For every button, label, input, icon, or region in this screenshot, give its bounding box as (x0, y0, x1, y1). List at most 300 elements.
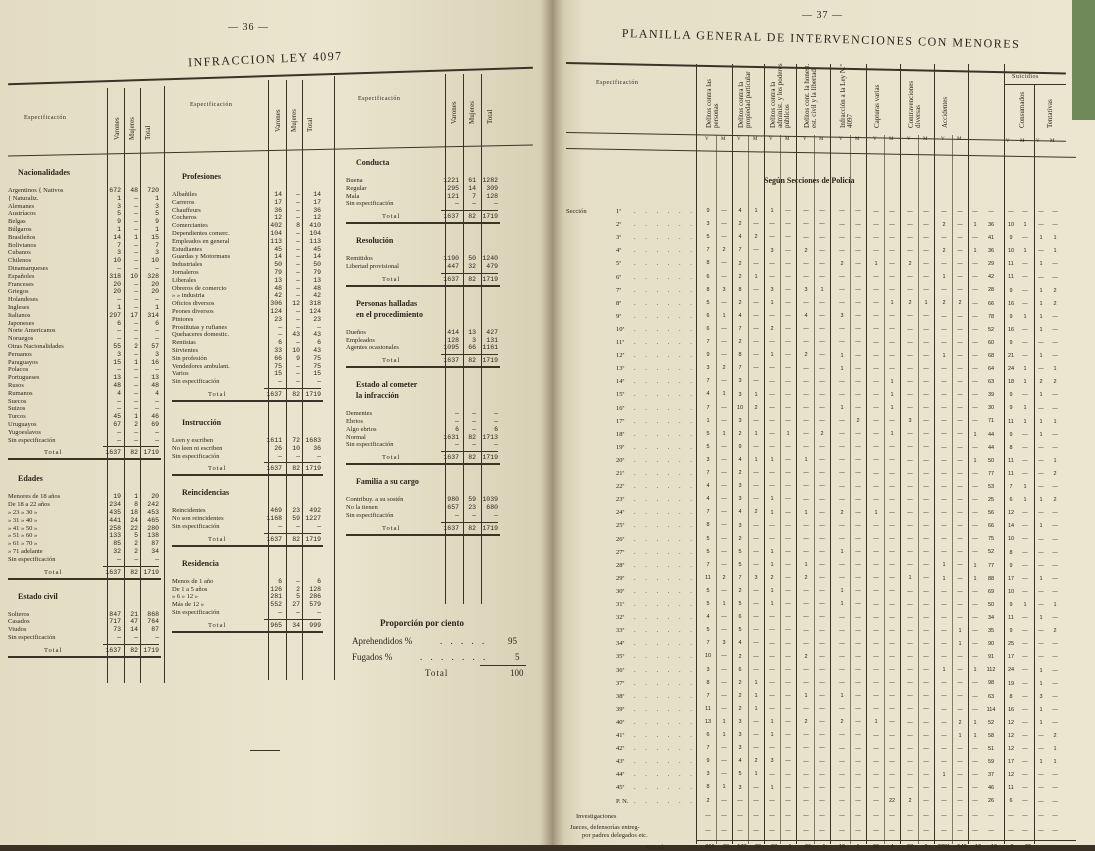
table-cell: — (769, 430, 775, 437)
table-cell: — (972, 812, 978, 819)
table-cell: — (1052, 588, 1058, 595)
table-cell: — (889, 339, 895, 346)
edades-varones: 85 (113, 540, 121, 548)
table-cell: — (753, 378, 759, 385)
table-cell: 21 (1007, 353, 1015, 359)
table-cell: — (957, 798, 963, 805)
table-cell: — (785, 812, 791, 819)
table-cell: — (889, 827, 895, 834)
table-cell: 68 (987, 352, 995, 359)
table-cell: — (819, 404, 825, 411)
table-cell: — (907, 812, 913, 819)
dot-leader: . . . . . . (634, 299, 696, 307)
nacionalidades-row-label: Italianos (8, 311, 31, 319)
table-cell: — (1052, 523, 1058, 530)
table-cell: — (855, 431, 861, 438)
table-cell: — (923, 378, 929, 385)
table-cell: — (889, 812, 895, 819)
table-cell: 2 (722, 365, 726, 372)
mujeres-subheader: M (1020, 139, 1025, 144)
profesiones-row-label: Comerciantes (172, 222, 208, 230)
page-title: PLANILLA GENERAL DE INTERVENCIONES CON MENORES (621, 26, 1021, 52)
instruccion-row-label: No leen ni escriben (172, 444, 223, 452)
residencia-total: 6 (317, 577, 321, 585)
nacionalidades-total: 5 (155, 210, 159, 218)
table-cell: 9 (1009, 339, 1013, 346)
table-cell: — (753, 417, 759, 424)
table-cell: 1 (840, 588, 844, 595)
table-cell: 3 (706, 365, 710, 372)
table-cell: — (972, 641, 978, 648)
estado-varones: 1631 (443, 433, 459, 441)
table-cell: — (753, 496, 759, 503)
section-row-label: 32ª (616, 614, 625, 622)
table-cell: 1 (1039, 392, 1043, 399)
mujeres-subheader: M (819, 137, 824, 142)
estado-total: — (494, 441, 498, 449)
table-cell: — (957, 274, 963, 281)
section-row-label: 27ª (616, 548, 625, 556)
table-cell: — (769, 378, 775, 385)
table-cell: — (972, 313, 978, 320)
table-cell: — (855, 365, 861, 372)
table-cell: — (907, 614, 913, 621)
table-cell: — (907, 693, 913, 700)
table-cell: — (1022, 208, 1028, 215)
profesiones-mujeres: — (296, 214, 300, 222)
table-cell: — (769, 827, 775, 834)
table-cell: — (819, 483, 825, 490)
table-cell: — (785, 797, 791, 804)
estado-total-mujeres: 82 (468, 454, 476, 462)
edades-row-label: » 61 » 70 » (8, 540, 38, 548)
profesiones-total: 410 (309, 222, 321, 230)
table-cell: — (855, 234, 861, 241)
table-cell: — (957, 470, 963, 477)
residencia-varones: 126 (270, 585, 282, 593)
aprehendidos-label: Aprehendidos % (352, 636, 413, 646)
sum-rule (264, 619, 321, 620)
table-cell: — (819, 313, 825, 320)
profesiones-mujeres: — (296, 378, 300, 386)
table-cell: — (855, 601, 861, 608)
table-cell: — (785, 653, 791, 660)
table-cell: 1 (1023, 601, 1027, 608)
dot-leader: . . . . . . (634, 273, 696, 281)
table-cell: — (873, 798, 879, 804)
table-cell: 28 (987, 287, 995, 294)
profesiones-varones: 14 (274, 253, 282, 261)
estado-total: — (494, 410, 498, 418)
table-cell: 1 (1039, 431, 1043, 438)
table-cell: — (785, 496, 791, 503)
dot-leader: . . . . . . (634, 234, 696, 242)
column-group-header: Accidentes (941, 96, 949, 128)
resolucion-total-total: 1719 (482, 275, 498, 283)
table-cell: — (803, 745, 809, 752)
table-cell: 1 (1023, 366, 1027, 373)
table-cell: 1 (754, 679, 758, 686)
table-cell: — (957, 575, 963, 582)
table-cell: — (839, 378, 845, 385)
table-cell: — (769, 234, 775, 241)
total-cell: 2701 (937, 843, 951, 850)
section-row-label: 2ª (616, 221, 622, 229)
table-cell: 77 (987, 470, 995, 477)
table-cell: — (819, 666, 825, 673)
table-cell: — (889, 719, 895, 726)
table-cell: 1 (973, 667, 977, 674)
profesiones-row-label: Quehaceres domestic. (172, 331, 230, 339)
section-row-label: P. N. (616, 797, 629, 805)
table-cell: 9 (706, 352, 710, 359)
header-rule-bottom (8, 145, 533, 157)
table-cell: 1 (770, 299, 774, 306)
estado_civil-total: 868 (147, 610, 159, 618)
table-cell: — (803, 260, 809, 267)
table-cell: — (769, 470, 775, 477)
table-cell: — (803, 444, 809, 451)
table-cell: — (873, 313, 879, 320)
conducta-total-total: 1719 (482, 213, 498, 221)
table-cell: — (1022, 562, 1028, 569)
table-cell: — (803, 431, 809, 437)
table-cell: 9 (1009, 628, 1013, 635)
fugados-value: 5 (515, 652, 520, 662)
conducta-total: 128 (486, 192, 498, 200)
table-cell: 1 (1023, 248, 1027, 255)
table-cell: — (941, 287, 947, 294)
table-cell: — (873, 812, 879, 819)
personas-mujeres: 13 (468, 328, 476, 336)
profesiones-total-total: 1719 (305, 391, 321, 398)
table-cell: — (721, 758, 727, 765)
estado_civil-row-label: Sin especificación (8, 634, 56, 641)
section-row-label: 28ª (616, 561, 625, 569)
nacionalidades-varones: — (117, 265, 121, 272)
table-cell: — (839, 444, 845, 451)
table-cell: 1 (1039, 313, 1043, 320)
nacionalidades-total: — (155, 265, 159, 272)
table-cell: — (957, 812, 963, 819)
nacionalidades-title: Nacionalidades (18, 168, 71, 177)
residencia-row-label: Más de 12 » (172, 601, 204, 609)
profesiones-mujeres: — (296, 269, 300, 276)
nacionalidades-row-label: Búlgaros (8, 226, 32, 233)
table-cell: — (839, 666, 845, 673)
table-cell: 9 (1009, 405, 1013, 412)
table-cell: — (803, 483, 809, 490)
table-cell: — (957, 758, 963, 765)
nacionalidades-varones: — (117, 366, 121, 374)
estado-mujeres: 82 (468, 433, 476, 441)
table-cell: — (1052, 641, 1058, 648)
table-cell: — (721, 260, 727, 267)
section-row-label: 40ª (616, 718, 625, 726)
nacionalidades-varones: — (117, 428, 121, 436)
section-row-label: 43ª (616, 758, 625, 766)
table-cell: — (941, 745, 947, 752)
table-cell: — (873, 365, 879, 372)
estado-varones: 6 (455, 425, 459, 433)
table-cell: — (923, 523, 929, 530)
table-cell: — (1022, 798, 1028, 805)
table-cell: — (873, 418, 879, 425)
personas-total-mujeres: 82 (468, 357, 476, 365)
estado-varones: — (455, 441, 459, 449)
table-cell: 1 (942, 667, 946, 674)
table-cell: — (923, 812, 929, 819)
table-cell: — (873, 758, 879, 765)
table-cell: — (1038, 549, 1044, 556)
table-cell: — (819, 326, 825, 333)
table-cell: — (1038, 827, 1044, 834)
table-cell: 2 (738, 588, 742, 594)
nacionalidades-varones: 10 (113, 257, 121, 265)
table-cell: 1 (874, 719, 878, 726)
table-cell: — (819, 706, 825, 713)
table-cell: 9 (706, 758, 710, 765)
nacionalidades-row-label: Paraguayos (8, 358, 38, 366)
table-cell: — (855, 313, 861, 320)
conducta-mujeres: — (472, 200, 476, 208)
table-cell: 2 (908, 300, 912, 307)
table-cell: — (855, 273, 861, 280)
nacionalidades-total: 15 (151, 233, 159, 241)
dot-leader: . . . . . . (634, 548, 696, 556)
table-cell: — (769, 679, 775, 686)
section-rule (346, 366, 500, 368)
table-cell: — (803, 417, 809, 424)
table-cell: — (907, 732, 913, 739)
table-cell: 8 (706, 260, 710, 267)
nacionalidades-row-label: Otras Nacionalidades (8, 343, 64, 350)
edades-row-label: » 71 adelante (8, 548, 43, 555)
conducta-total-label: Total (382, 213, 401, 221)
estado-varones: — (455, 418, 459, 425)
nacionalidades-total: 720 (147, 187, 159, 194)
residencia-mujeres: 2 (296, 585, 300, 593)
table-cell: 25 (987, 497, 995, 504)
estado_civil-mujeres: 47 (130, 618, 138, 626)
table-cell: — (769, 692, 775, 699)
profesiones-mujeres: — (296, 370, 300, 378)
proporcion-title: Proporción por ciento (380, 618, 464, 628)
table-cell: — (785, 561, 791, 568)
table-cell: 1 (973, 732, 977, 739)
nacionalidades-total-label: Total (44, 449, 63, 457)
table-cell: 39 (987, 392, 995, 399)
personas-total: 131 (486, 336, 498, 344)
table-cell: — (819, 693, 825, 700)
profesiones-row-label: Liberales (172, 276, 197, 284)
table-cell: — (721, 827, 727, 834)
table-cell: 12 (1007, 772, 1015, 779)
table-cell: 8 (1009, 549, 1013, 556)
table-cell: — (855, 784, 861, 791)
table-cell: 1 (754, 273, 758, 280)
nacionalidades-row-label: Sin especificación (8, 436, 56, 444)
table-cell: — (1052, 261, 1058, 268)
table-cell: 1 (754, 457, 758, 464)
profesiones-row-label: Vendedores ambulant. (172, 362, 230, 370)
table-cell: — (889, 627, 895, 634)
estado-mujeres: — (472, 410, 476, 418)
personas-total: 1161 (482, 344, 498, 352)
nacionalidades-varones: — (117, 327, 121, 335)
table-cell: — (769, 640, 775, 647)
table-cell: 5 (738, 771, 742, 778)
total-rule (696, 840, 1076, 841)
table-cell: 1 (840, 693, 844, 700)
table-cell: — (753, 640, 759, 647)
table-cell: — (819, 562, 825, 569)
table-cell: — (1022, 457, 1028, 464)
table-cell: 1 (1053, 418, 1057, 425)
table-cell: — (873, 562, 879, 569)
table-cell: — (785, 758, 791, 765)
table-cell: 1 (770, 732, 774, 739)
table-cell: — (753, 247, 759, 254)
table-cell: — (988, 827, 994, 834)
nacionalidades-total: 314 (147, 311, 159, 319)
nacionalidades-total-varones: 1637 (105, 449, 121, 457)
table-cell: — (957, 536, 963, 543)
nacionalidades-row-label: Ingleses (8, 304, 30, 311)
reincidencias-total-total: 1719 (305, 535, 321, 543)
edades-total: 87 (151, 540, 159, 548)
table-cell: 112 (986, 667, 996, 674)
table-cell: 2 (770, 326, 774, 333)
column-rule (164, 86, 165, 683)
column-group-header: Delitos contra las personas (705, 79, 720, 128)
table-cell: 6 (1009, 497, 1013, 504)
table-cell: 17 (1007, 759, 1015, 766)
table-cell: 2 (804, 352, 808, 359)
table-cell: — (753, 221, 759, 228)
table-cell: 2 (820, 431, 824, 438)
table-cell: — (1022, 523, 1028, 530)
nacionalidades-varones: 1 (117, 226, 121, 233)
table-cell: 56 (987, 510, 995, 517)
table-cell: 1 (890, 378, 894, 385)
table-cell: — (753, 299, 759, 306)
table-cell: — (721, 692, 727, 699)
table-cell: — (785, 535, 791, 542)
total-cell: 177 (737, 843, 747, 850)
table-cell: 2 (908, 798, 912, 805)
table-cell: — (1038, 588, 1044, 595)
table-cell: 90 (987, 641, 995, 648)
table-cell: — (907, 444, 913, 451)
table-cell: 4 (706, 496, 710, 503)
table-cell: — (972, 418, 978, 425)
table-cell: — (855, 614, 861, 621)
table-cell: — (957, 365, 963, 372)
table-cell: 11 (1008, 457, 1014, 464)
nacionalidades-total: 3 (155, 202, 159, 210)
table-cell: — (721, 339, 727, 346)
familia-row-label: Sin especificación (346, 511, 394, 519)
nacionalidades-varones: 3 (117, 350, 121, 358)
table-cell: — (819, 470, 825, 477)
table-cell: — (753, 732, 759, 739)
dot-leader: . . . . . . (634, 208, 696, 215)
table-cell: — (721, 404, 727, 411)
table-cell: — (785, 352, 791, 359)
nacionalidades-mujeres: — (134, 202, 138, 210)
table-cell: — (889, 522, 895, 529)
table-cell: — (941, 641, 947, 647)
profesiones-varones: 104 (270, 230, 282, 237)
conducta-mujeres: 61 (468, 177, 476, 184)
table-cell: — (923, 706, 929, 713)
profesiones-row-label: Sirvientes (172, 347, 198, 354)
table-cell: — (753, 312, 759, 319)
table-cell: — (753, 627, 759, 634)
nacionalidades-row-label: Belgas (8, 218, 26, 226)
table-cell: — (785, 365, 791, 372)
profesiones-total: 104 (309, 230, 321, 237)
table-cell: 2 (738, 299, 742, 306)
table-cell: — (972, 497, 978, 503)
edades-mujeres: 2 (134, 548, 138, 555)
table-cell: — (972, 208, 978, 215)
table-cell: — (1052, 772, 1058, 779)
table-cell: 25 (1007, 641, 1015, 648)
table-cell: — (941, 523, 947, 530)
residencia-mujeres: — (296, 577, 300, 585)
nacionalidades-total: 10 (151, 257, 159, 265)
section-row-label: 31ª (616, 601, 625, 608)
table-cell: — (1038, 628, 1044, 635)
dot-leader: . . . . . . (634, 653, 696, 661)
profesiones-total-varones: 1637 (266, 391, 282, 398)
table-cell: — (1022, 772, 1028, 779)
table-cell: — (1038, 654, 1044, 661)
edades-mujeres: 24 (130, 516, 138, 524)
table-cell: — (769, 221, 775, 228)
table-cell: — (957, 248, 963, 255)
nacionalidades-varones: 3 (117, 249, 121, 257)
table-cell: 1 (722, 391, 726, 398)
section-row-label: 41ª (616, 732, 625, 739)
section-rule (346, 222, 500, 224)
section-row-label: 25ª (616, 522, 625, 530)
table-cell: — (785, 692, 791, 699)
table-cell: — (923, 444, 929, 451)
edades-total: 453 (147, 509, 159, 516)
table-cell: — (923, 418, 929, 425)
table-cell: — (923, 457, 929, 464)
table-cell: 12 (1007, 746, 1015, 752)
reincidencias-row-label: Sin especificación (172, 523, 220, 530)
table-cell: 1 (942, 352, 946, 359)
table-cell: — (855, 745, 861, 752)
table-cell: — (753, 443, 759, 450)
table-cell: — (889, 784, 895, 791)
nacionalidades-mujeres: — (134, 335, 138, 343)
table-cell: 59 (987, 759, 995, 766)
table-cell: — (1038, 641, 1044, 648)
table-cell: — (941, 693, 947, 700)
conducta-total-mujeres: 82 (468, 213, 476, 221)
estado-total: 1713 (482, 433, 498, 441)
table-cell: 36 (987, 221, 995, 228)
varones-subheader: V (839, 137, 843, 142)
table-cell: — (721, 325, 727, 332)
table-cell: — (855, 812, 861, 819)
